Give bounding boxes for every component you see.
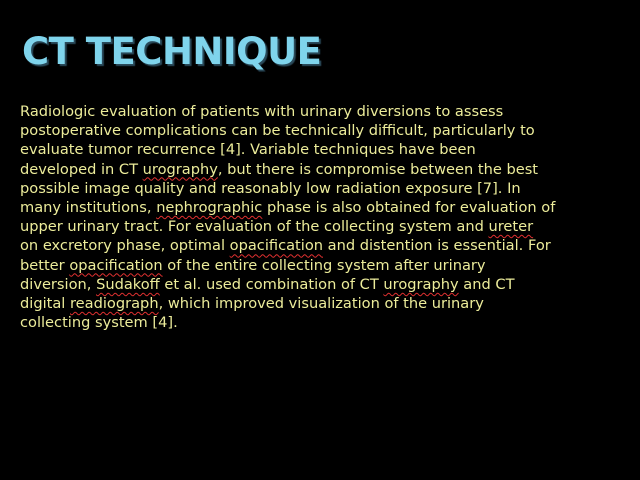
body-line	[20, 313, 625, 332]
body-text-run: evaluate tumor recurrence [4]. Variable techniques have been	[20, 141, 476, 159]
body-line	[20, 179, 625, 198]
body-line	[20, 198, 625, 217]
slide-body-text	[20, 102, 625, 332]
body-text-run: Radiologic evaluation of patients with urinary diversions to assess	[20, 103, 504, 120]
body-text-run: better	[20, 256, 70, 274]
body-text-run: , but there is compromise between the best	[217, 160, 539, 178]
body-text-run: and CT	[458, 275, 515, 293]
body-text-run: developed in CT	[20, 160, 143, 178]
body-line	[20, 256, 625, 275]
spellcheck-flagged-word: urography	[383, 275, 459, 293]
spellcheck-flagged-word: ureter	[488, 218, 534, 236]
body-text-run: et al. used combination of CT	[159, 275, 384, 293]
body-line	[20, 102, 625, 121]
body-text-run: and distention is essential. For	[323, 237, 551, 255]
body-text-run: collecting system [4].	[20, 314, 178, 332]
spellcheck-flagged-word: opacification	[69, 256, 163, 274]
spellcheck-flagged-word: urography	[142, 160, 218, 178]
body-line	[20, 160, 625, 179]
body-text-run: of the entire collecting system after urinary	[162, 256, 486, 274]
body-line	[20, 140, 625, 159]
body-text-run: upper urinary tract. For evaluation of the collecting system and	[20, 218, 489, 236]
body-text-run: digital	[20, 295, 70, 313]
body-text-run: , which improved visualization of the urinary	[158, 295, 484, 313]
body-text-run: many institutions,	[20, 199, 157, 217]
spellcheck-flagged-word: nephrographic	[156, 199, 263, 217]
body-line	[20, 217, 625, 236]
body-line	[20, 294, 625, 313]
body-text-run: postoperative complications can be technically difficult, particularly to	[20, 122, 535, 140]
body-text-run: possible image quality and reasonably low radiation exposure [7]. In	[20, 179, 521, 197]
body-text-run: phase is also obtained for evaluation of	[262, 199, 556, 217]
body-text-run: on excretory phase, optimal	[20, 237, 230, 255]
body-line	[20, 275, 625, 294]
spellcheck-flagged-word: readiograph	[70, 295, 159, 313]
body-line	[20, 236, 625, 255]
slide-title: CT TECHNIQUE	[22, 30, 322, 73]
body-line	[20, 121, 625, 140]
spellcheck-flagged-word: Sudakoff	[96, 275, 160, 293]
spellcheck-flagged-word: opacification	[229, 237, 323, 255]
body-text-run: diversion,	[20, 275, 97, 293]
